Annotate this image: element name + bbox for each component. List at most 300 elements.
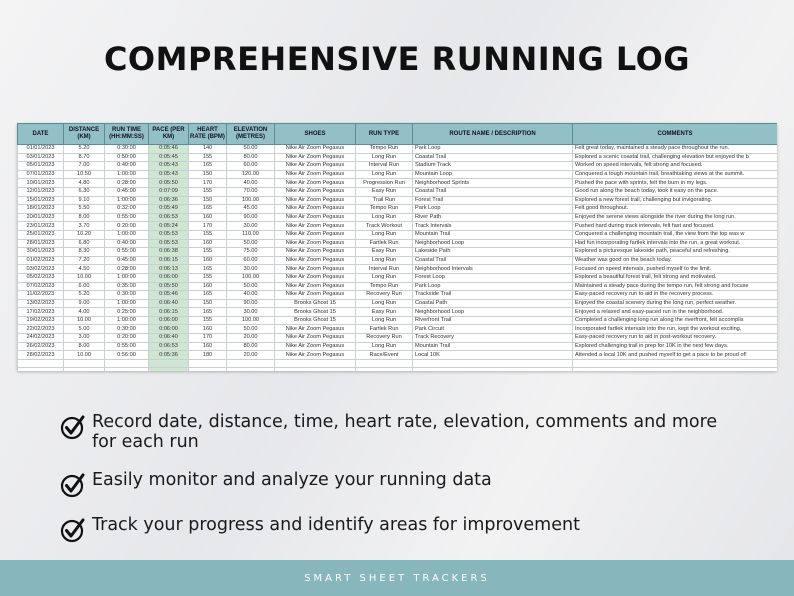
table-cell: 0:06:13: [149, 265, 189, 274]
table-cell: Nike Air Zoom Pegasus: [275, 205, 356, 214]
empty-cell: [413, 368, 573, 371]
table-cell: Nike Air Zoom Pegasus: [275, 230, 356, 239]
table-cell: 10/01/2023: [18, 179, 64, 188]
feature-text: Record date, distance, time, heart rate, elevation, comments and more for each run: [92, 412, 718, 452]
table-row: [18, 145, 778, 154]
empty-cell: [189, 359, 227, 368]
table-cell: Attended a local 10K and pushed myself to get a pace to be proud of!: [573, 351, 778, 360]
brand-name: SMART SHEET TRACKERS: [304, 572, 490, 584]
table-cell: 30.00: [227, 308, 275, 317]
table-cell: 10.20: [64, 230, 105, 239]
table-cell: 3.00: [64, 334, 105, 343]
table-cell: Completed a challenging long run along the riverfront, felt accomplis: [573, 316, 778, 325]
empty-cell: [227, 368, 275, 371]
table-cell: 0:50:00: [105, 153, 149, 162]
table-cell: 3.70: [64, 222, 105, 231]
column-header: RUN TYPE: [356, 124, 413, 145]
table-cell: Weather was good on the beach today.: [573, 256, 778, 265]
table-cell: Mountain Loop: [413, 170, 573, 179]
table-cell: Easy Run: [356, 248, 413, 257]
table-cell: Nike Air Zoom Pegasus: [275, 196, 356, 205]
table-cell: Nike Air Zoom Pegasus: [275, 213, 356, 222]
table-row: [18, 205, 778, 214]
table-row: [18, 230, 778, 239]
table-cell: 180: [189, 351, 227, 360]
table-cell: Mountain Trail: [413, 342, 573, 351]
table-cell: Long Run: [356, 316, 413, 325]
column-header: ROUTE NAME / DESCRIPTION: [413, 124, 573, 145]
empty-cell: [573, 368, 778, 371]
table-cell: Neighborhood Intervals: [413, 265, 573, 274]
table-cell: 0:05:36: [149, 351, 189, 360]
table-cell: Long Run: [356, 230, 413, 239]
table-cell: 160: [189, 325, 227, 334]
table-cell: 40.00: [227, 179, 275, 188]
table-row: [18, 282, 778, 291]
table-cell: Easy-paced recovery run to aid in post-workout recovery.: [573, 334, 778, 343]
empty-cell: [105, 359, 149, 368]
table-cell: 50.00: [227, 145, 275, 154]
table-cell: 8.30: [64, 248, 105, 257]
table-cell: 50.00: [227, 325, 275, 334]
table-cell: 0:05:46: [149, 145, 189, 154]
empty-cell: [149, 359, 189, 368]
table-cell: 6.00: [64, 282, 105, 291]
column-header: HEART RATE (BPM): [189, 124, 227, 145]
empty-cell: [64, 359, 105, 368]
column-header: COMMENTS: [573, 124, 778, 145]
table-cell: 03/01/2023: [18, 153, 64, 162]
table-cell: 10.00: [64, 316, 105, 325]
table-cell: 0:05:43: [149, 170, 189, 179]
table-cell: Stadium Track: [413, 162, 573, 171]
table-cell: 18/01/2023: [18, 205, 64, 214]
table-cell: Explored challenging trail in prep for 10K in the next few days.: [573, 342, 778, 351]
table-cell: 0:45:00: [105, 187, 149, 196]
check-circle-icon: [60, 517, 86, 543]
table-cell: 0:06:15: [149, 308, 189, 317]
table-cell: Interval Run: [356, 265, 413, 274]
page-title: COMPREHENSIVE RUNNING LOG: [103, 40, 691, 78]
table-cell: Long Run: [356, 170, 413, 179]
empty-cell: [227, 359, 275, 368]
table-cell: 155: [189, 153, 227, 162]
empty-cell: [18, 368, 64, 371]
table-cell: 100.00: [227, 273, 275, 282]
table-cell: 70.00: [227, 187, 275, 196]
table-row: [18, 299, 778, 308]
table-cell: 24/02/2023: [18, 334, 64, 343]
table-cell: 0:06:00: [149, 325, 189, 334]
table-cell: 19/02/2023: [18, 316, 64, 325]
feature-item: [60, 470, 492, 498]
table-cell: 0:35:00: [105, 282, 149, 291]
table-cell: Brooks Ghost 15: [275, 316, 356, 325]
table-cell: Recovery Run: [356, 334, 413, 343]
table-cell: Lakeside Path: [413, 248, 573, 257]
table-cell: 165: [189, 265, 227, 274]
table-cell: 0:05:24: [149, 222, 189, 231]
table-cell: Nike Air Zoom Pegasus: [275, 256, 356, 265]
table-cell: Riverfront Trail: [413, 316, 573, 325]
table-cell: 165: [189, 205, 227, 214]
feature-text: Easily monitor and analyze your running data: [92, 470, 492, 490]
table-cell: Tempo Run: [356, 205, 413, 214]
table-cell: Conquered a challenging mountain trail, the view from the top was w: [573, 230, 778, 239]
check-circle-icon: [60, 414, 86, 440]
table-cell: Tempo Run: [356, 282, 413, 291]
table-cell: 1:00:00: [105, 196, 149, 205]
table-cell: 11/02/2023: [18, 291, 64, 300]
table-cell: 60.00: [227, 162, 275, 171]
table-cell: 1:00:00: [105, 273, 149, 282]
empty-cell: [356, 368, 413, 371]
table-cell: Coastal Trail: [413, 153, 573, 162]
table-cell: 170: [189, 179, 227, 188]
table-cell: 0:05:49: [149, 205, 189, 214]
table-cell: 0:45:00: [105, 256, 149, 265]
table-cell: 50.00: [227, 239, 275, 248]
table-cell: 0:06:38: [149, 248, 189, 257]
table-cell: Explored a scenic coastal trail, challenging elevation but enjoyed the b: [573, 153, 778, 162]
table-cell: Trackside Trail: [413, 291, 573, 300]
table-cell: 120.00: [227, 170, 275, 179]
table-cell: Long Run: [356, 342, 413, 351]
table-cell: Incorporated fartlek intervals into the run, kept the workout exciting.: [573, 325, 778, 334]
table-cell: 155: [189, 248, 227, 257]
table-cell: 0:06:00: [149, 316, 189, 325]
table-cell: 07/02/2023: [18, 282, 64, 291]
table-cell: 0:30:00: [105, 325, 149, 334]
table-row: [18, 256, 778, 265]
table-cell: 160: [189, 342, 227, 351]
table-cell: 0:06:53: [149, 342, 189, 351]
table-row: [18, 265, 778, 274]
table-cell: 60.00: [227, 256, 275, 265]
feature-item: [60, 515, 580, 543]
table-cell: Nike Air Zoom Pegasus: [275, 273, 356, 282]
empty-row: [18, 368, 778, 371]
table-cell: Easy Run: [356, 308, 413, 317]
table-cell: Tempo Run: [356, 145, 413, 154]
table-cell: Focused on speed intervals, pushed myself to the limit.: [573, 265, 778, 274]
table-cell: 7.20: [64, 256, 105, 265]
column-header: RUN TIME (HH:MM:SS): [105, 124, 149, 145]
table-cell: Nike Air Zoom Pegasus: [275, 248, 356, 257]
feature-text: Track your progress and identify areas for improvement: [92, 515, 580, 535]
column-header: PACE (PER KM): [149, 124, 189, 145]
table-cell: Pushed hard during track intervals, felt fast and focused.: [573, 222, 778, 231]
table-cell: Easy Run: [356, 187, 413, 196]
table-cell: 10.50: [64, 170, 105, 179]
table-cell: 0:28:00: [105, 179, 149, 188]
table-cell: 80.00: [227, 153, 275, 162]
table-cell: 90.00: [227, 299, 275, 308]
table-cell: Fartlek Run: [356, 325, 413, 334]
table-cell: 0:05:50: [149, 179, 189, 188]
column-header: DISTANCE (KM): [64, 124, 105, 145]
empty-cell: [275, 368, 356, 371]
table-cell: Long Run: [356, 273, 413, 282]
table-cell: 170: [189, 222, 227, 231]
table-cell: 80.00: [227, 342, 275, 351]
table-cell: 0:06:36: [149, 196, 189, 205]
table-cell: Nike Air Zoom Pegasus: [275, 334, 356, 343]
table-row: [18, 248, 778, 257]
table-cell: 10.00: [64, 351, 105, 360]
table-cell: 0:06:53: [149, 213, 189, 222]
table-cell: 0:05:53: [149, 230, 189, 239]
table-cell: 50.00: [227, 282, 275, 291]
table-cell: 30/01/2023: [18, 248, 64, 257]
table-row: [18, 351, 778, 360]
table-cell: 170: [189, 334, 227, 343]
table-cell: Interval Run: [356, 162, 413, 171]
table-cell: 30.00: [227, 222, 275, 231]
table-cell: 110.00: [227, 230, 275, 239]
table-row: [18, 196, 778, 205]
table-cell: 0:25:00: [105, 308, 149, 317]
table-cell: Pushed the pace with sprints, felt the burn in my legs.: [573, 179, 778, 188]
table-cell: Long Run: [356, 213, 413, 222]
table-cell: Long Run: [356, 299, 413, 308]
table-cell: 20.00: [227, 351, 275, 360]
table-row: [18, 213, 778, 222]
table-cell: Felt great today, maintained a steady pace throughout the run.: [573, 145, 778, 154]
table-cell: Explored a beautiful forest trail, felt strong and motivated.: [573, 273, 778, 282]
check-circle-icon: [60, 472, 86, 498]
table-row: [18, 162, 778, 171]
table-cell: 0:07:09: [149, 187, 189, 196]
table-cell: 0:56:00: [105, 351, 149, 360]
table-cell: 0:30:00: [105, 145, 149, 154]
table-cell: Explored a picturesque lakeside path, peaceful and refreshing.: [573, 248, 778, 257]
table-cell: 160: [189, 282, 227, 291]
table-cell: 0:55:00: [105, 342, 149, 351]
table-cell: 140: [189, 145, 227, 154]
table-row: [18, 325, 778, 334]
table-cell: Maintained a steady pace during the tempo run, felt strong and focuse: [573, 282, 778, 291]
table-cell: 0:06:00: [149, 273, 189, 282]
table-cell: 22/02/2023: [18, 325, 64, 334]
table-cell: 100.00: [227, 316, 275, 325]
column-header: DATE: [18, 124, 64, 145]
running-log-table: [17, 123, 777, 371]
table-cell: Trail Run: [356, 196, 413, 205]
table-cell: 17/02/2023: [18, 308, 64, 317]
table-header-row: [18, 124, 778, 145]
table-cell: 0:28:00: [105, 265, 149, 274]
table-row: [18, 222, 778, 231]
table-cell: 0:55:00: [105, 248, 149, 257]
table-cell: Fartlek Run: [356, 239, 413, 248]
table-cell: Local 10K: [413, 351, 573, 360]
table-cell: Nike Air Zoom Pegasus: [275, 239, 356, 248]
table-cell: 07/01/2023: [18, 170, 64, 179]
table-cell: 01/01/2023: [18, 145, 64, 154]
table-cell: 6.80: [64, 239, 105, 248]
table-cell: 4.50: [64, 265, 105, 274]
table-cell: 30.00: [227, 265, 275, 274]
table-cell: Enjoyed a relaxed and easy-paced run in the neighborhood.: [573, 308, 778, 317]
table-cell: Brooks Ghost 15: [275, 299, 356, 308]
table-cell: Nike Air Zoom Pegasus: [275, 187, 356, 196]
empty-cell: [356, 359, 413, 368]
empty-cell: [149, 368, 189, 371]
table-cell: 1:00:00: [105, 230, 149, 239]
table-cell: 0:55:00: [105, 213, 149, 222]
table-cell: 9.10: [64, 196, 105, 205]
table-cell: 0:05:46: [149, 291, 189, 300]
table-cell: Had fun incorporating fartlek intervals into the run, a great workout.: [573, 239, 778, 248]
table-cell: 150: [189, 196, 227, 205]
table-cell: Felt good throughout.: [573, 205, 778, 214]
table-cell: 0:32:00: [105, 205, 149, 214]
table-row: [18, 187, 778, 196]
table-cell: 160: [189, 213, 227, 222]
table-row: [18, 308, 778, 317]
table-cell: Park Loop: [413, 145, 573, 154]
table-cell: Neighborhood Loop: [413, 308, 573, 317]
table-cell: Nike Air Zoom Pegasus: [275, 342, 356, 351]
table-cell: 165: [189, 308, 227, 317]
table-cell: Nike Air Zoom Pegasus: [275, 351, 356, 360]
table-cell: 4.80: [64, 179, 105, 188]
table-cell: Track Workout: [356, 222, 413, 231]
table-cell: Enjoyed the serene views alongside the river during the long run.: [573, 213, 778, 222]
table-cell: Nike Air Zoom Pegasus: [275, 282, 356, 291]
table-cell: Nike Air Zoom Pegasus: [275, 291, 356, 300]
footer-band: [0, 560, 794, 596]
table-cell: Nike Air Zoom Pegasus: [275, 170, 356, 179]
table-cell: Enjoyed the coastal scenery during the long run, perfect weather.: [573, 299, 778, 308]
table-cell: 160: [189, 256, 227, 265]
table-cell: 40.00: [227, 291, 275, 300]
table-cell: 1:00:00: [105, 299, 149, 308]
table-cell: 01/02/2023: [18, 256, 64, 265]
table-cell: River Path: [413, 213, 573, 222]
feature-item: [60, 412, 742, 452]
table-cell: 0:05:50: [149, 282, 189, 291]
table-row: [18, 153, 778, 162]
table-cell: 03/02/2023: [18, 265, 64, 274]
table-cell: Forest Loop: [413, 273, 573, 282]
table-cell: 0:06:15: [149, 256, 189, 265]
table-cell: 8.00: [64, 213, 105, 222]
table-cell: Coastal Path: [413, 299, 573, 308]
table-cell: 28/02/2023: [18, 351, 64, 360]
table-cell: 5.20: [64, 145, 105, 154]
table-cell: 0:40:00: [105, 239, 149, 248]
table-cell: 155: [189, 316, 227, 325]
table-cell: 100.00: [227, 196, 275, 205]
table-row: [18, 273, 778, 282]
table-cell: Worked on speed intervals, felt strong and focused.: [573, 162, 778, 171]
table-cell: 20.00: [227, 334, 275, 343]
table-cell: Long Run: [356, 153, 413, 162]
table-cell: Track Recovery: [413, 334, 573, 343]
table-cell: 150: [189, 299, 227, 308]
table-cell: Coastal Trail: [413, 256, 573, 265]
table-cell: 0:20:00: [105, 334, 149, 343]
empty-cell: [573, 359, 778, 368]
table-cell: Brooks Ghost 15: [275, 308, 356, 317]
table-row: [18, 170, 778, 179]
table-cell: 13/02/2023: [18, 299, 64, 308]
table-cell: 155: [189, 273, 227, 282]
table-cell: 6.30: [64, 187, 105, 196]
table-cell: Mountain Trail: [413, 230, 573, 239]
table-cell: 0:40:00: [105, 162, 149, 171]
table-cell: 5.00: [64, 325, 105, 334]
table-cell: 5.50: [64, 205, 105, 214]
table-cell: Neighborhood Sprints: [413, 179, 573, 188]
table-cell: Long Run: [356, 256, 413, 265]
table-row: [18, 316, 778, 325]
table-cell: Park Circuit: [413, 325, 573, 334]
table-cell: Recovery Run: [356, 291, 413, 300]
empty-cell: [18, 359, 64, 368]
table-body: [18, 145, 778, 372]
table-cell: 26/02/2023: [18, 342, 64, 351]
table-cell: 8.70: [64, 153, 105, 162]
table-cell: 150: [189, 170, 227, 179]
table-cell: 12/01/2023: [18, 187, 64, 196]
table-cell: 0:06:40: [149, 299, 189, 308]
table-cell: Nike Air Zoom Pegasus: [275, 153, 356, 162]
table-row: [18, 239, 778, 248]
table-cell: 0:05:53: [149, 239, 189, 248]
table-cell: 7.00: [64, 162, 105, 171]
table-cell: Nike Air Zoom Pegasus: [275, 265, 356, 274]
table-cell: 9.00: [64, 299, 105, 308]
table-cell: Coastal Trail: [413, 187, 573, 196]
table-cell: 28/01/2023: [18, 239, 64, 248]
table-cell: Neighborhood Loop: [413, 239, 573, 248]
table-cell: Nike Air Zoom Pegasus: [275, 179, 356, 188]
table-cell: 1:00:00: [105, 316, 149, 325]
empty-cell: [275, 359, 356, 368]
table-cell: Nike Air Zoom Pegasus: [275, 162, 356, 171]
table-cell: 165: [189, 291, 227, 300]
table-cell: 5.20: [64, 291, 105, 300]
table-cell: 05/01/2023: [18, 162, 64, 171]
table-cell: 165: [189, 162, 227, 171]
table-cell: Easy-paced recovery run to aid in the recovery process.: [573, 291, 778, 300]
table-cell: Park Loop: [413, 282, 573, 291]
table-row: [18, 291, 778, 300]
empty-cell: [105, 368, 149, 371]
column-header: ELEVATION (METRES): [227, 124, 275, 145]
table-cell: 155: [189, 230, 227, 239]
table-cell: 160: [189, 239, 227, 248]
table-cell: 75.00: [227, 248, 275, 257]
table-cell: 0:05:43: [149, 162, 189, 171]
table-cell: 8.00: [64, 342, 105, 351]
table-cell: 0:05:45: [149, 153, 189, 162]
table-row: [18, 342, 778, 351]
table-cell: Nike Air Zoom Pegasus: [275, 145, 356, 154]
table-cell: 1:00:00: [105, 170, 149, 179]
table-cell: Park Loop: [413, 205, 573, 214]
table-cell: 90.00: [227, 213, 275, 222]
empty-cell: [189, 368, 227, 371]
table-cell: 45.00: [227, 205, 275, 214]
table-cell: Race/Event: [356, 351, 413, 360]
table-cell: Track Intervals: [413, 222, 573, 231]
table-cell: 23/01/2023: [18, 222, 64, 231]
table-cell: 20/01/2023: [18, 213, 64, 222]
